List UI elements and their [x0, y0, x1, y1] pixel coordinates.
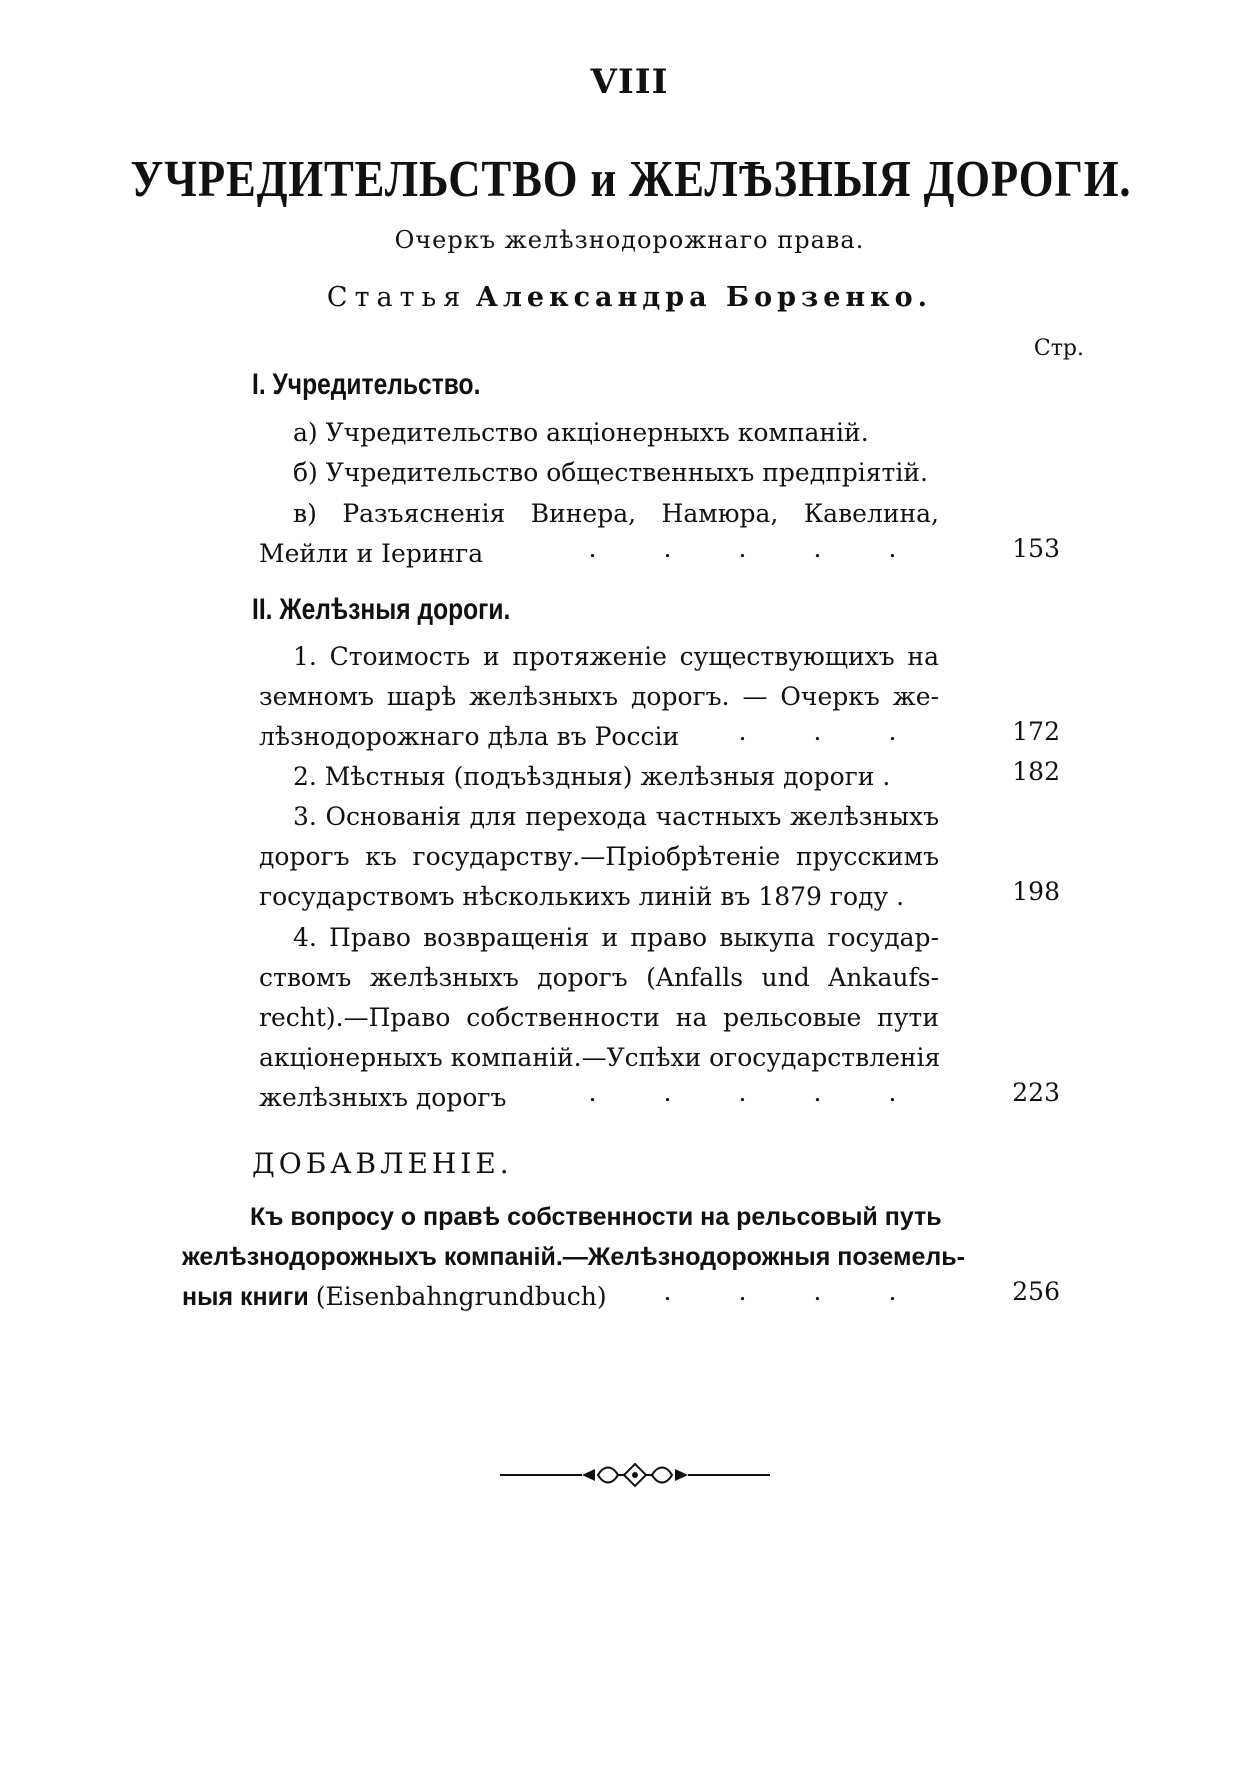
toc-entry-line: 4. Право возвращенія и право выкупа государ-: [293, 923, 939, 952]
toc-page-number: 198: [1012, 877, 1060, 906]
chapter-title: УЧРЕДИТЕЛЬСТВО и ЖЕЛѢЗНЫЯ ДОРОГИ.: [130, 151, 1132, 208]
page-number: VIII: [590, 62, 669, 102]
toc-entry-line: а) Учредительство акціонерныхъ компаній.: [293, 418, 869, 447]
addendum-line: ныя книги (Eisenbahngrundbuch): [182, 1282, 607, 1311]
toc-entry-line: в) Разъясненія Винера, Намюра, Кавелина,: [293, 499, 939, 528]
toc-entry-line: желѣзныхъ дорогъ: [259, 1083, 507, 1112]
toc-entry-line: 3. Основанія для перехода частныхъ желѣзныхъ: [293, 802, 939, 831]
toc-entry-line: государствомъ нѣсколькихъ линій въ 1879 году .: [259, 882, 905, 911]
page-column-label: Стр.: [1033, 336, 1084, 361]
chapter-subtitle: Очеркъ желѣзнодорожнаго права.: [394, 226, 865, 254]
byline-author: Александра Борзенко.: [475, 282, 933, 313]
toc-page-number: 223: [1012, 1078, 1060, 1107]
ornament-divider: [500, 1460, 770, 1490]
toc-entry-line: Мейли и Іеринга: [259, 539, 484, 568]
toc-entry-line: акціонерныхъ компаній.—Успѣхи огосударствленія: [259, 1043, 941, 1072]
toc-entry-line: б) Учредительство общественныхъ предпріятій.: [293, 458, 928, 487]
toc-page-number: 172: [1012, 717, 1060, 746]
toc-entry-line: 2. Мѣстныя (подъѣздныя) желѣзныя дороги .: [293, 762, 891, 791]
section-heading: I. Учредительство.: [252, 368, 481, 401]
addendum-tail: (Eisenbahngrundbuch): [315, 1282, 607, 1311]
toc-entry-line: дорогъ къ государству.—Пріобрѣтеніе прусскимъ: [259, 842, 939, 871]
toc-entry: [259, 757, 939, 797]
toc-page-number: 256: [1012, 1277, 1060, 1306]
toc-entry-line: 1. Стоимость и протяженіе существующихъ на: [293, 642, 939, 671]
byline-prefix: Статья: [326, 282, 468, 313]
toc-entry-line: земномъ шарѣ желѣзныхъ дорогъ. — Очеркъ же-: [259, 682, 939, 711]
toc-entry-line: recht).—Право собственности на рельсовые пути: [259, 1003, 939, 1032]
dot-leader: . . . .: [663, 1277, 897, 1306]
dot-leader: . . . . .: [588, 1078, 897, 1107]
addendum-line: Къ вопросу о правѣ собственности на рельсовый путь: [250, 1203, 942, 1231]
byline: [0, 282, 1259, 313]
toc-entry: [259, 797, 939, 917]
toc-page-number: 153: [1012, 534, 1060, 563]
dot-leader: . . . . .: [588, 534, 897, 563]
addendum-line: желѣзнодорожныхъ компаній.—Желѣзнодорожныя поземель-: [182, 1243, 965, 1271]
toc-entry-line: лѣзнодорожнаго дѣла въ Россіи: [259, 722, 680, 751]
toc-entry: [259, 453, 939, 493]
addendum-heading: ДОБАВЛЕНІЕ.: [252, 1147, 513, 1180]
toc-entry: [259, 413, 939, 453]
section-heading: II. Желѣзныя дороги.: [252, 593, 511, 626]
dot-leader: . . .: [738, 717, 897, 746]
toc-page-number: 182: [1012, 757, 1060, 786]
toc-entry-line: ствомъ желѣзныхъ дорогъ (Anfalls und Ankaufs-: [259, 963, 939, 992]
